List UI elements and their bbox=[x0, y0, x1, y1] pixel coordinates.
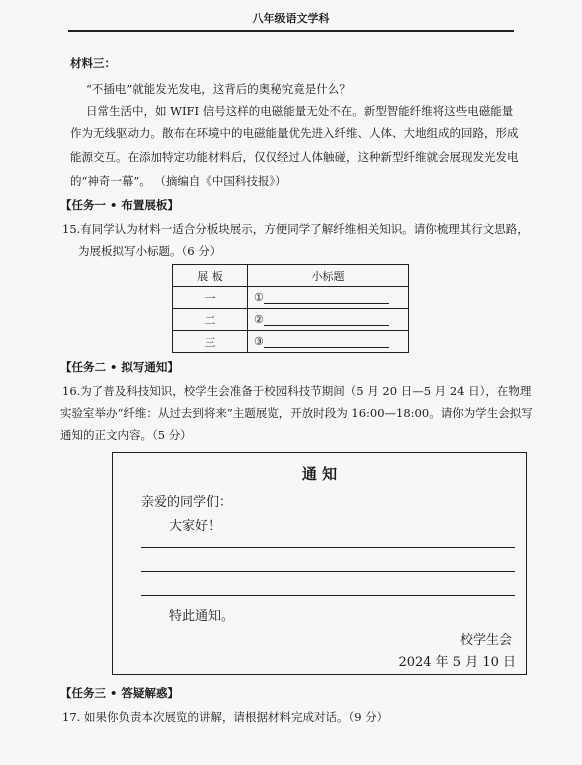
q16-line-2: 实验室举办“纤维：从过去到将来”主题展览，开放时段为 16:00—18:00。请你为学生会拟写 bbox=[60, 406, 533, 420]
notice-answer-line-1[interactable] bbox=[141, 547, 515, 548]
notice-answer-line-2[interactable] bbox=[141, 571, 515, 572]
q15-line-1: 15.有同学认为材料一适合分板块展示，方便同学了解纤维相关知识。请你梳理其行文思路， bbox=[62, 222, 529, 236]
answer-blank[interactable] bbox=[264, 335, 389, 348]
notice-signature: 校学生会 bbox=[459, 633, 512, 648]
task2-heading: 【任务二 • 拟写通知】 bbox=[60, 360, 179, 374]
circled-number: ② bbox=[254, 313, 264, 326]
notice-box bbox=[112, 452, 527, 675]
table-row bbox=[173, 331, 409, 353]
table-cell-subtitle[interactable] bbox=[248, 331, 409, 353]
table-cell-board: 一 bbox=[173, 287, 248, 309]
answer-blank[interactable] bbox=[264, 291, 389, 304]
table-cell-subtitle[interactable] bbox=[248, 309, 409, 331]
q16-line-3: 通知的正文内容。（5 分） bbox=[60, 428, 192, 442]
notice-closing: 特此通知。 bbox=[169, 609, 235, 624]
notice-greeting: 大家好！ bbox=[169, 519, 222, 534]
notice-salutation: 亲爱的同学们： bbox=[141, 495, 233, 510]
table-row bbox=[173, 309, 409, 331]
notice-date: 2024 年 5 月 10 日 bbox=[398, 655, 516, 670]
table-header-row bbox=[173, 265, 409, 287]
task3-heading: 【任务三 • 答疑解惑】 bbox=[60, 686, 179, 700]
table-header-subtitle: 小标题 bbox=[248, 265, 409, 287]
task1-heading: 【任务一 • 布置展板】 bbox=[60, 198, 179, 212]
material3-line-4: 能源交互。在添加特定功能材料后，仅仅经过人体触碰，这种新型纤维就会展现发光发电 bbox=[70, 150, 519, 164]
table-cell-board: 三 bbox=[173, 331, 248, 353]
material3-line-5: 的“神奇一幕”。 （摘编自《中国科技报》） bbox=[70, 174, 287, 188]
notice-answer-line-3[interactable] bbox=[141, 595, 515, 596]
table-cell-subtitle[interactable] bbox=[248, 287, 409, 309]
material3-heading: 材料三： bbox=[70, 56, 116, 70]
circled-number: ① bbox=[254, 291, 264, 304]
q16-line-1: 16.为了普及科技知识，校学生会准备于校园科技节期间（5 月 20 日—5 月 24 日），在物理 bbox=[62, 384, 532, 398]
q17-text: 17. 如果你负责本次展览的讲解，请根据材料完成对话。（9 分） bbox=[62, 710, 389, 724]
table-row bbox=[173, 287, 409, 309]
notice-title: 通 知 bbox=[301, 465, 338, 483]
page-header: 八年级语文学科 bbox=[252, 12, 330, 25]
table-header-board: 展 板 bbox=[173, 265, 248, 287]
table-cell-board: 二 bbox=[173, 309, 248, 331]
material3-line-3: 作为无线驱动力。散布在环境中的电磁能量优先进入纤维、人体、大地组成的回路，形成 bbox=[70, 126, 519, 140]
q15-line-2: 为展板拟写小标题。（6 分） bbox=[78, 244, 222, 258]
subtitle-table bbox=[172, 264, 409, 353]
answer-blank[interactable] bbox=[264, 313, 389, 326]
material3-line-1: “不插电”就能发光发电，这背后的奥秘究竟是什么？ bbox=[86, 82, 351, 96]
header-divider bbox=[68, 30, 514, 32]
material3-line-2: 日常生活中，如 WIFI 信号这样的电磁能量无处不在。新型智能纤维将这些电磁能量 bbox=[86, 104, 514, 118]
circled-number: ③ bbox=[254, 335, 264, 348]
